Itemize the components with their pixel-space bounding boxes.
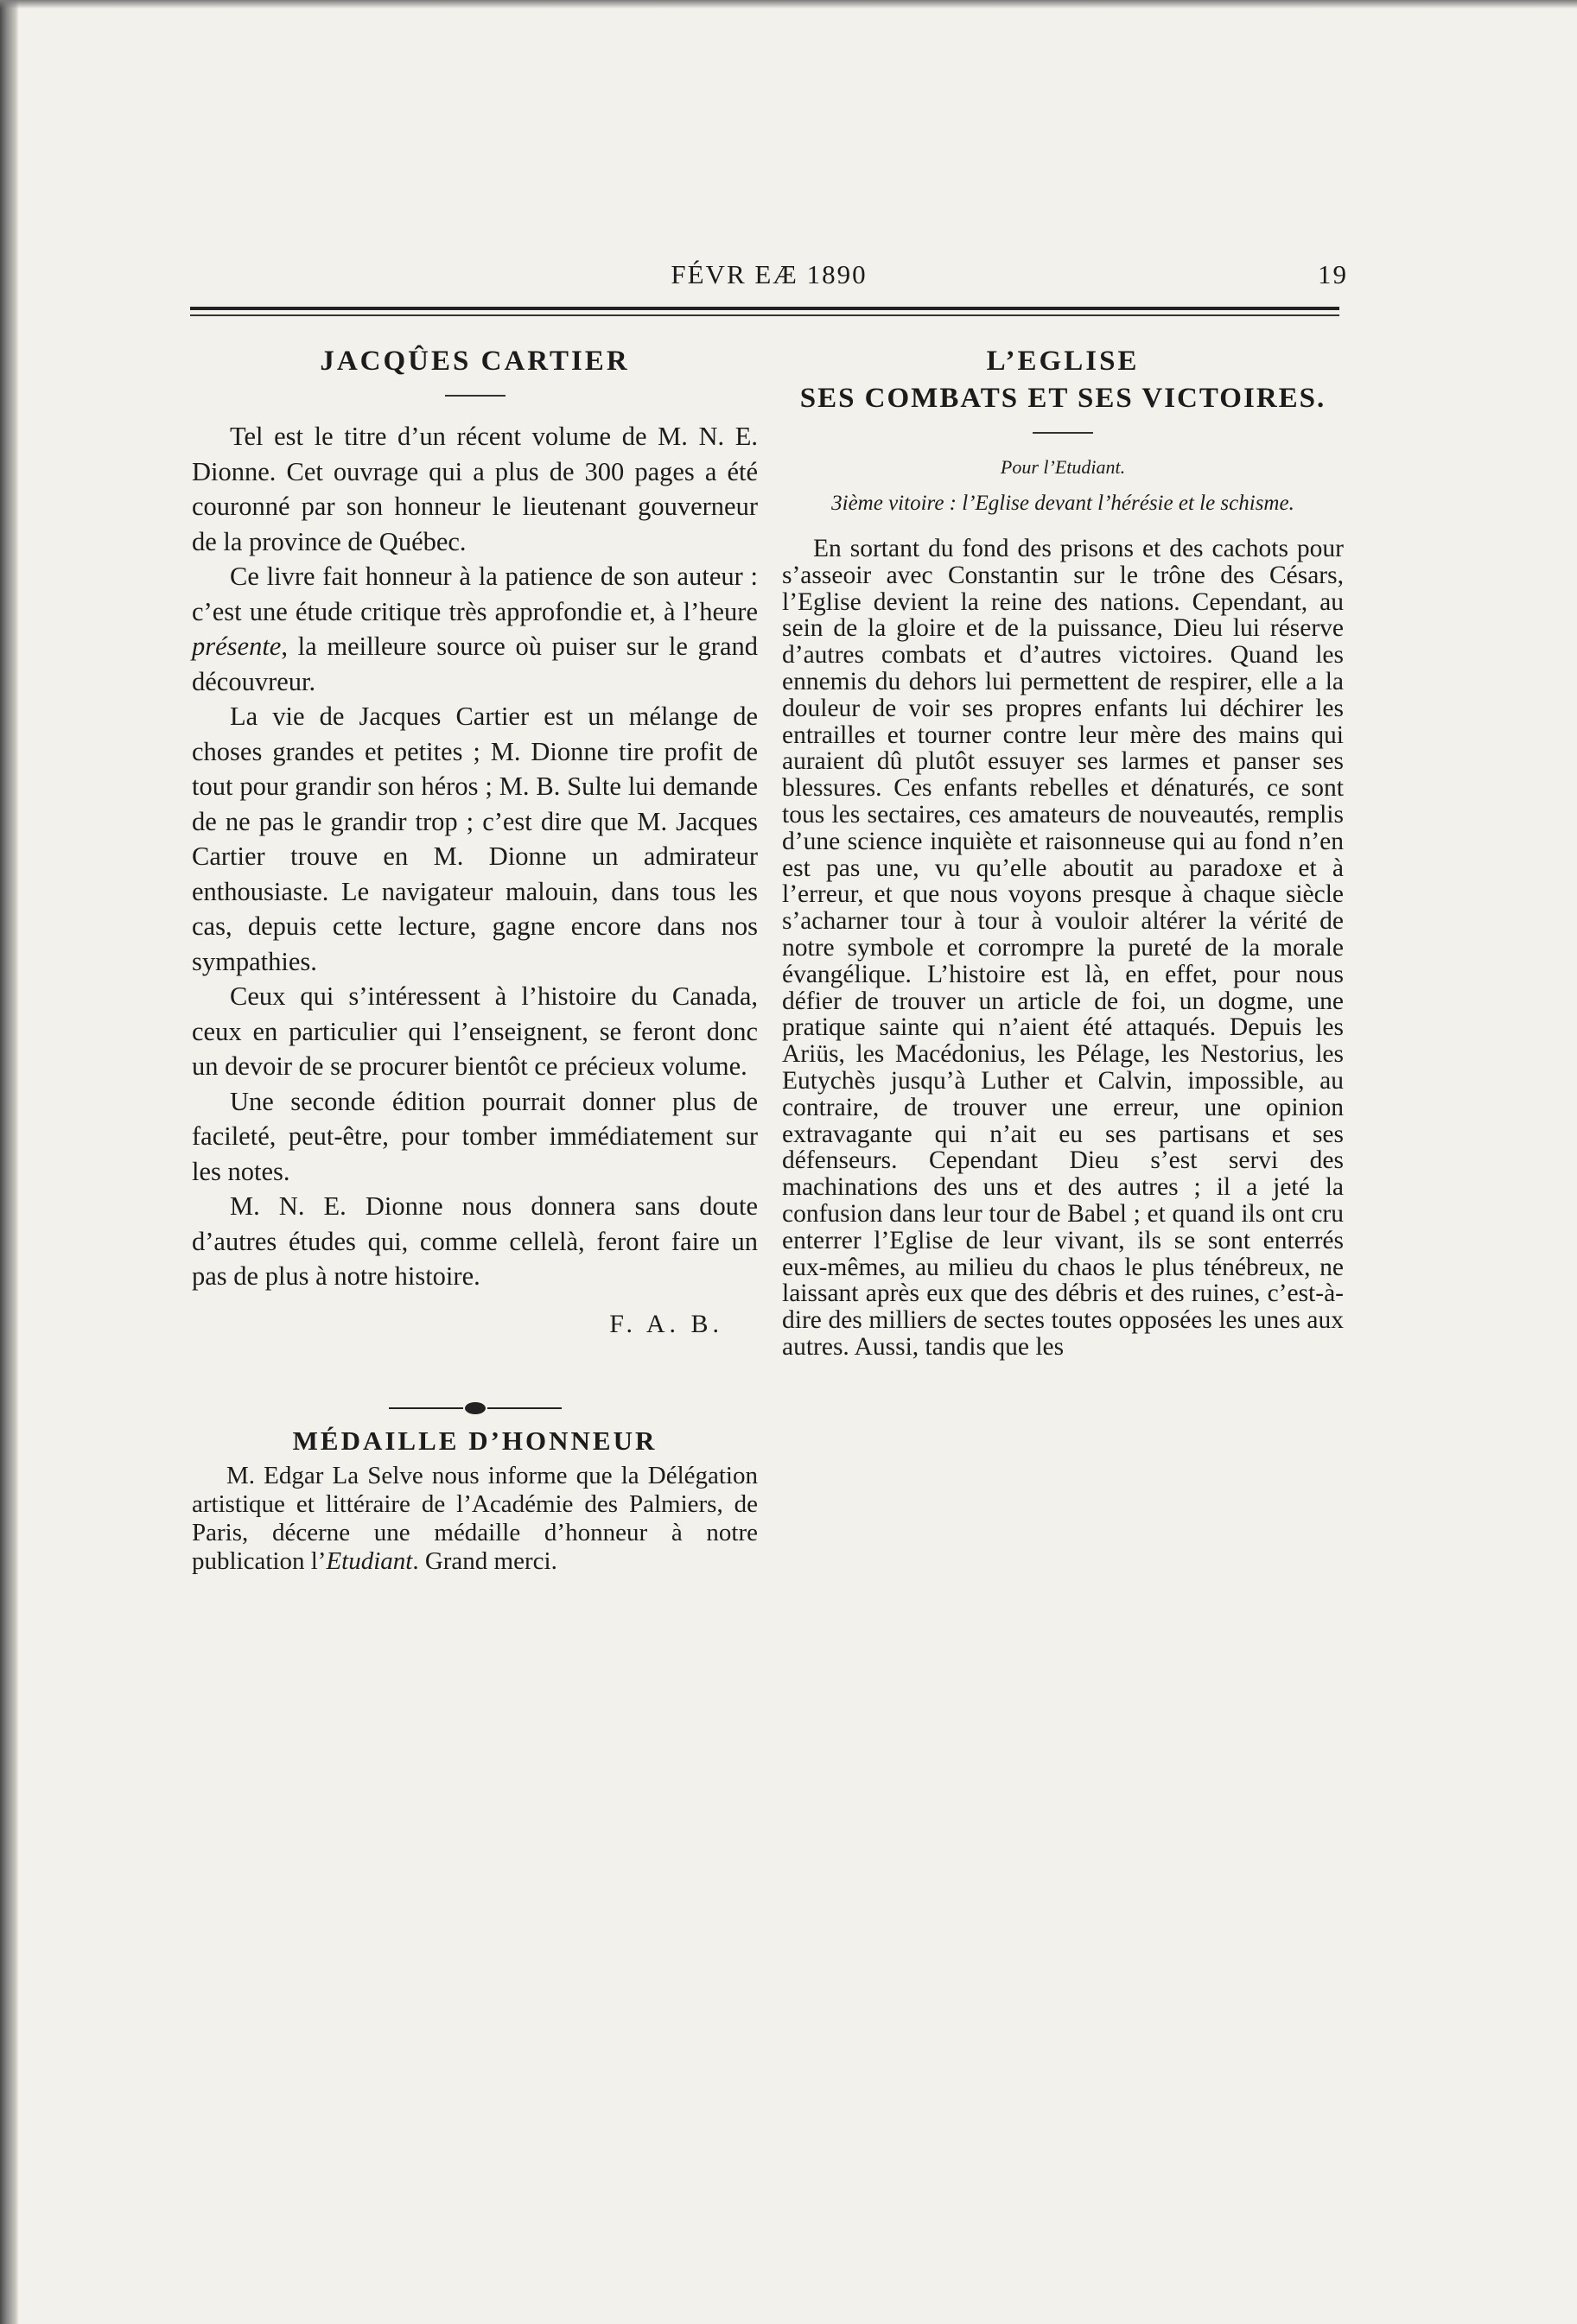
title-separator xyxy=(1033,432,1093,434)
article-subtitle: SES COMBATS ET SES VICTOIRES. xyxy=(799,383,1326,414)
paragraph: Tel est le titre d’un récent volume de M. N. E. Dionne. Cet ouvrage qui a plus de 300 pages a été couronné par son honneur le lieutenant gouverneur de la province de Québec. xyxy=(192,422,758,556)
paragraph: Ce livre fait honneur à la patience de son auteur : c’est une étude critique très approfondie et, à l’heure présente, la meilleure source où puiser sur le grand découvreur. xyxy=(192,562,758,696)
page-header xyxy=(190,259,1348,302)
left-column xyxy=(192,333,758,1576)
running-title: FÉVR EÆ 1890 xyxy=(671,259,868,289)
section-ornament xyxy=(389,1400,562,1417)
paragraph: Ceux qui s’intéressent à l’histoire du Canada, ceux en particulier qui l’enseignent, se feront donc un devoir de se procurer bientôt ce précieux volume. xyxy=(192,981,758,1081)
article-title-jacques-cartier: JACQÛES CARTIER xyxy=(320,346,630,377)
article-title-medaille: MÉDAILLE D’HONNEUR xyxy=(292,1425,658,1456)
page-number: 19 xyxy=(1318,259,1348,289)
emphasis: présente xyxy=(192,632,282,661)
article-title-eglise: L’EGLISE xyxy=(986,346,1140,377)
emphasis: Etudiant xyxy=(326,1546,413,1575)
paragraph: M. N. E. Dionne nous donnera sans doute d’autres études qui, comme cellelà, feront faire un pas de plus à notre histoire. xyxy=(192,1191,758,1291)
header-rule-thin xyxy=(190,314,1339,316)
article-source: Pour l’Etudiant. xyxy=(1000,456,1126,478)
paragraph: La vie de Jacques Cartier est un mélange de choses grandes et petites ; M. Dionne tire profit de tout pour grandir son héros ; M. B. Sulte lui demande de ne pas le grandir trop ; c’est dire que M. Jacques Cartier trouve en M. Dionne un admirateur enthousiaste. Le navigateur malouin, dans tous les cas, depuis cette lecture, gagne encore dans nos sympathies. xyxy=(192,702,758,976)
article-signature: F. A. B. xyxy=(609,1309,723,1338)
header-rule-thick xyxy=(190,307,1339,310)
paragraph: Une seconde édition pourrait donner plus de facileté, peut-être, pour tomber immédiatement sur les notes. xyxy=(192,1086,758,1186)
article-part-heading: 3ième vitoire : l’Eglise devant l’hérésie et le schisme. xyxy=(831,492,1294,515)
title-separator xyxy=(445,395,506,397)
paragraph: En sortant du fond des prisons et des cachots pour s’asseoir avec Constantin sur le trône des Césars, l’Eglise devient la reine des nations. Cependant, au sein de la gloire et de la puissance, Dieu lui réserve d’autres combats et d’autres victoires. Quand les ennemis du dehors lui permettent de respirer, elle a la douleur de voir ses propres enfants lui déchirer les entrailles et tourner contre leur mère des mains qui auraient dû plutôt essuyer ses larmes et panser ses blessures. Ces enfants rebelles et dénaturés, ce sont tous les sectaires, ces amateurs de nouveautés, remplis d’une science inquiète et raisonneuse qui au fond n’en est pas une, vu qu’elle aboutit au paradoxe et à l’erreur, et que nous voyons presque à chaque siècle s’acharner tour à tour à vouloir altérer la vérité de notre symbole et corrompre la pureté de la morale évangélique. L’histoire est là, en effet, pour nous défier de trouver un article de foi, un dogme, une pratique sainte qui n’aient été attaqués. Depuis les Ariüs, les Macédonius, les Pélage, les Nestorius, les Eutychès jusqu’à Luther et Calvin, impossible, au contraire, de trouver une erreur, une opinion extravagante qui n’ait eu ses partisans et ses défenseurs. Cependant Dieu s’est servi des machinations des uns et des autres ; il a jeté la confusion dans leur tour de Babel ; et quand ils ont cru enterrer l’Eglise de leur vivant, ils se sont enterrés eux-mêmes, au milieu du chaos le plus ténébreux, ne laissant après eux que des débris et des ruines, c’est-à-dire des milliers de sectes toutes opposées les unes aux autres. Aussi, tandis que les xyxy=(782,535,1344,1361)
page-top-shadow xyxy=(0,0,1577,9)
medaille-paragraph: M. Edgar La Selve nous informe que la Délégation artistique et littéraire de l’Académie des Palmiers, de Paris, décerne une médaille d’honneur à notre publication l’Etudiant. Grand merci. xyxy=(192,1461,758,1575)
page-binding-shadow xyxy=(0,0,19,2324)
right-column xyxy=(782,333,1344,1361)
